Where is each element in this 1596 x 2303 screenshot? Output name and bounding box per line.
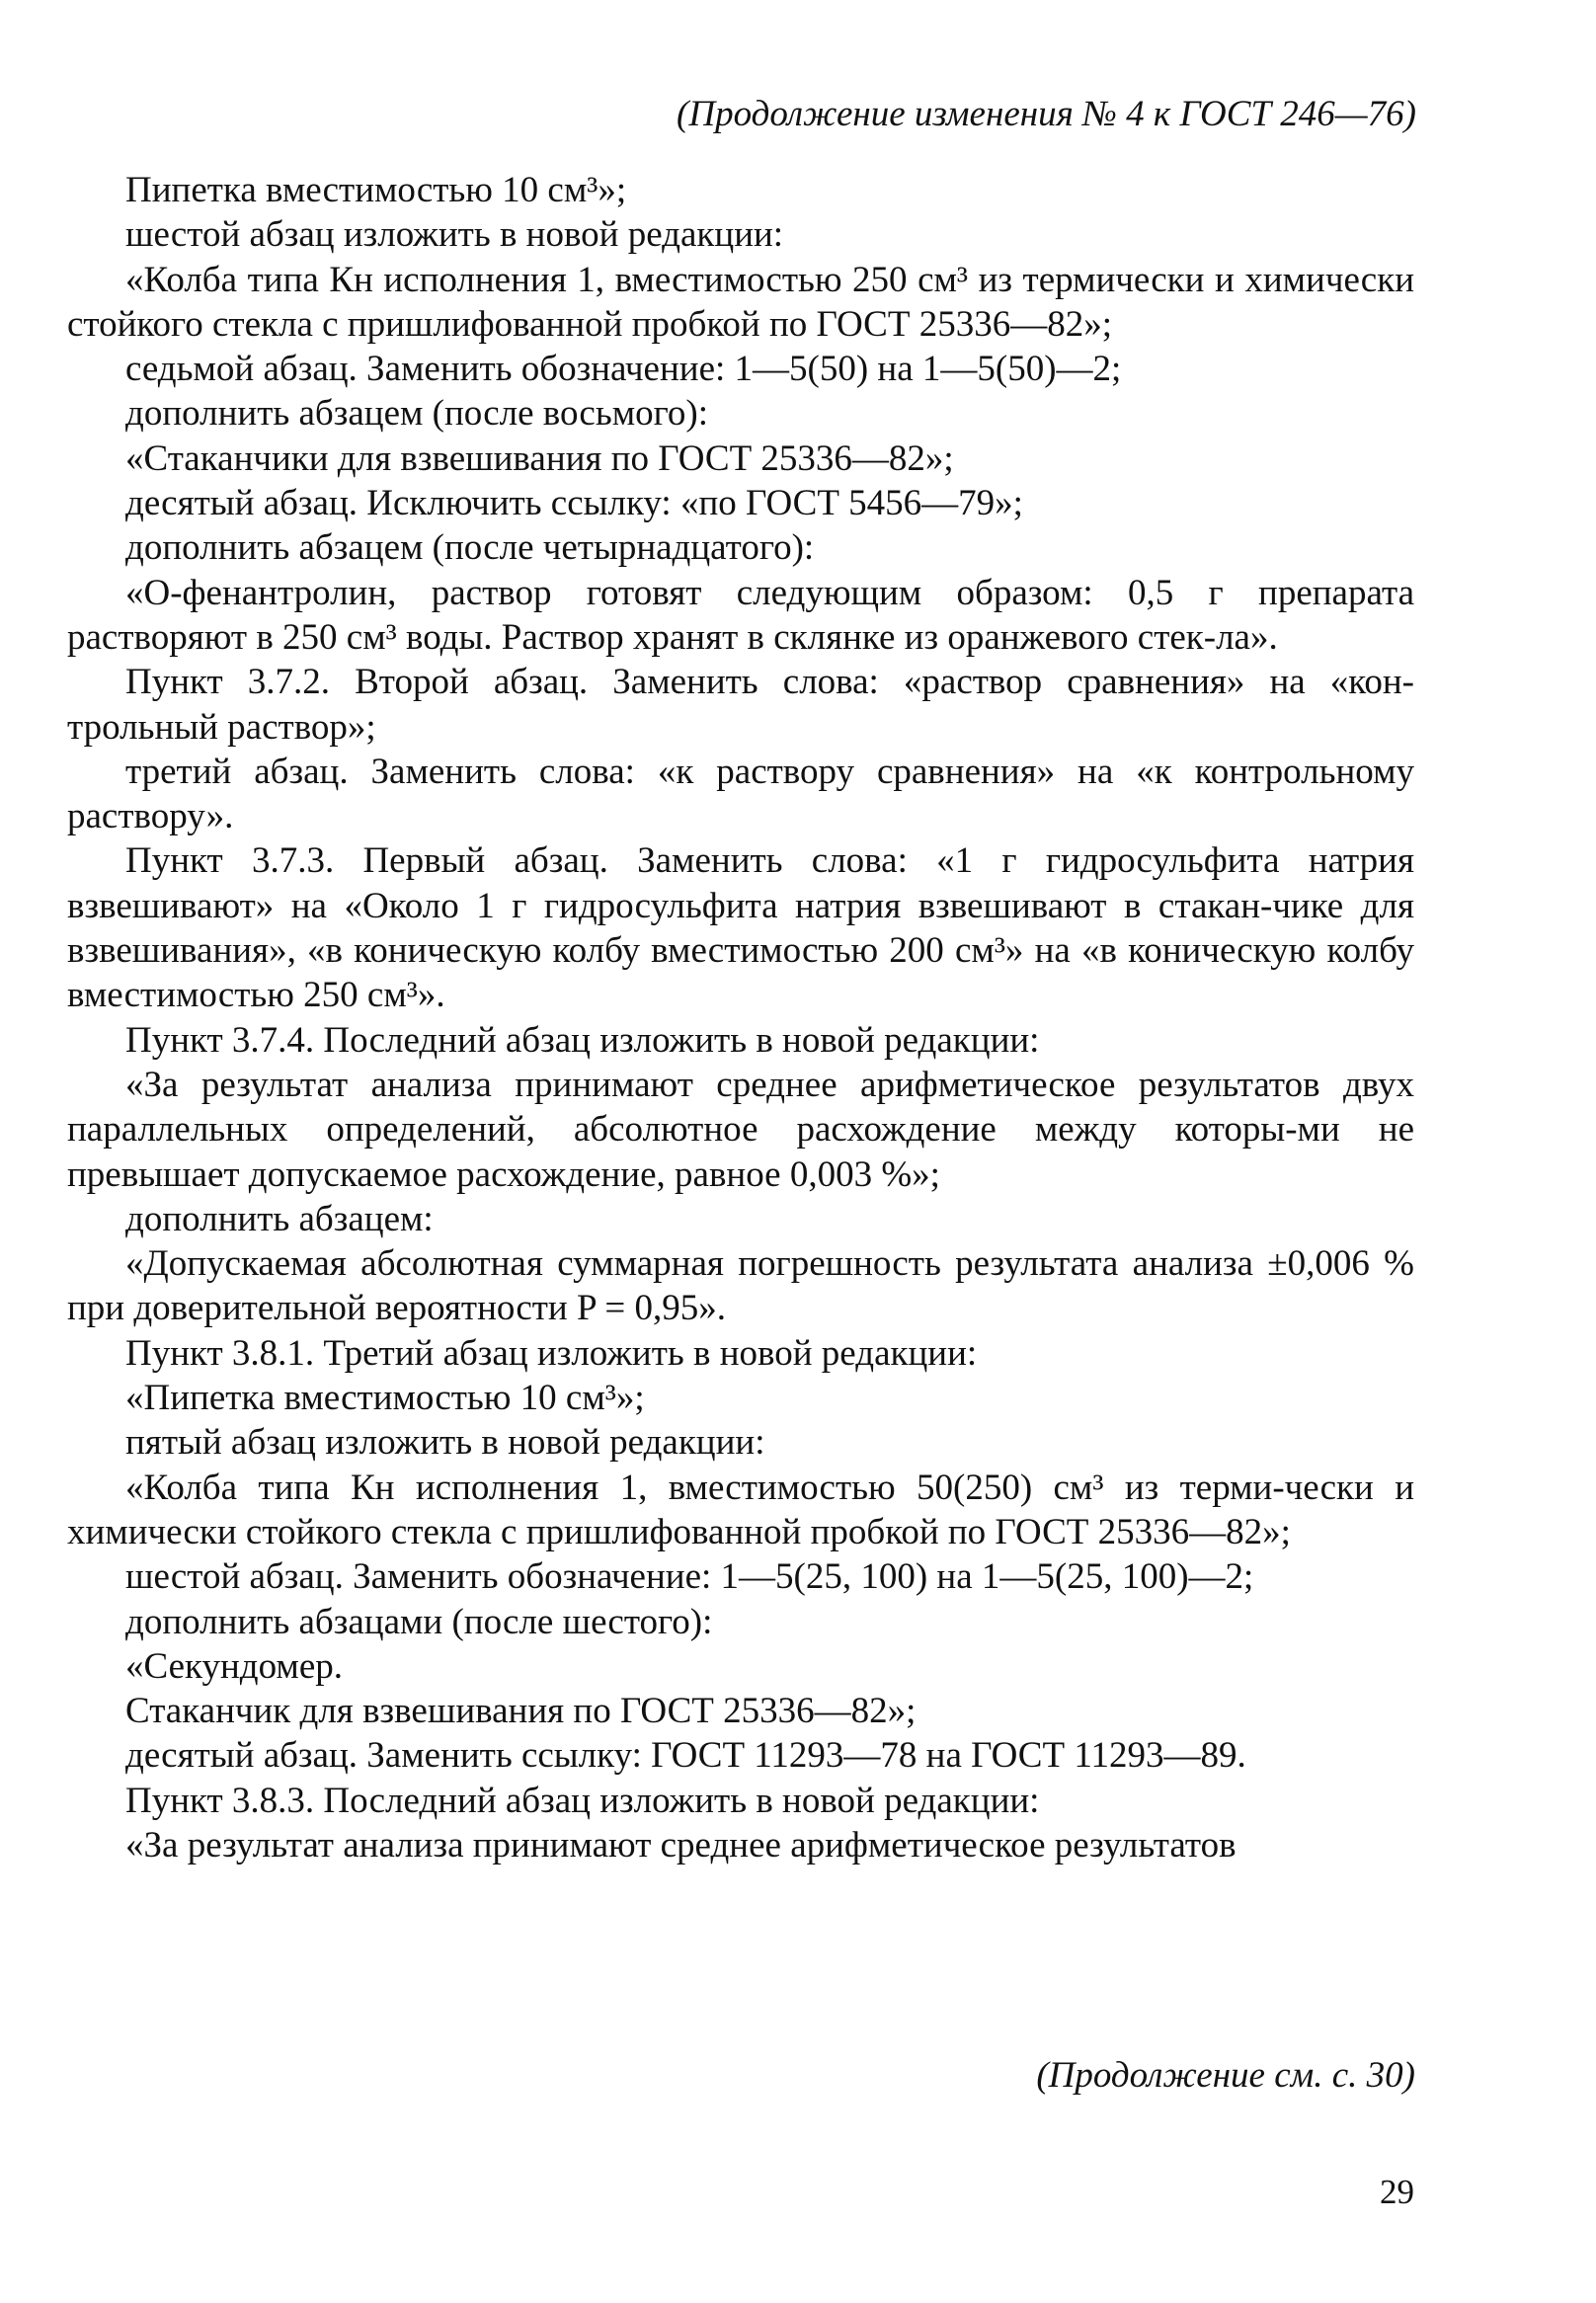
body-text [67, 168, 1414, 1867]
paragraph: «За результат анализа принимают среднее арифметическое результатов [125, 1824, 1237, 1866]
paragraph: дополнить абзацем: [125, 1198, 434, 1239]
paragraph: «О-фенантролин, раствор готовят следующим образом: 0,5 г препарата растворяют в 250 см³ воды. Раствор хранят в склянке из оранжевого стек-ла». [67, 572, 1414, 658]
paragraph: десятый абзац. Заменить ссылку: ГОСТ 11293—78 на ГОСТ 11293—89. [125, 1735, 1246, 1777]
paragraph: Пункт 3.7.4. Последний абзац изложить в новой редакции: [125, 1019, 1040, 1061]
paragraph: Стаканчик для взвешивания по ГОСТ 25336—82»; [125, 1691, 917, 1732]
paragraph: дополнить абзацами (после шестого): [125, 1601, 713, 1642]
page-header: (Продолжение изменения № 4 к ГОСТ 246—76) [677, 94, 1416, 134]
paragraph: пятый абзац изложить в новой редакции: [125, 1422, 765, 1464]
paragraph: «За результат анализа принимают среднее арифметическое результатов двух параллельных определений, абсолютное расхождение между которы-ми не превышает допускаемое расхождение, равное 0,003 %»; [67, 1064, 1414, 1195]
paragraph: Пункт 3.8.1. Третий абзац изложить в новой редакции: [125, 1332, 978, 1374]
paragraph: «Стаканчики для взвешивания по ГОСТ 25336—82»; [125, 437, 954, 479]
paragraph: дополнить абзацем (после восьмого): [125, 393, 708, 435]
paragraph: Пункт 3.7.2. Второй абзац. Заменить слова: «раствор сравнения» на «кон-трольный раствор»; [67, 662, 1414, 748]
page-number: 29 [1380, 2173, 1414, 2211]
paragraph: «Допускаемая абсолютная суммарная погрешность результата анализа ±0,006 % при доверительной вероятности P = 0,95». [67, 1243, 1414, 1329]
paragraph: «Колба типа Кн исполнения 1, вместимостью 50(250) см³ из терми-чески и химически стойкого стекла с пришлифованной пробкой по ГОСТ 25336—82»; [67, 1467, 1414, 1552]
paragraph: дополнить абзацем (после четырнадцатого): [125, 527, 815, 569]
paragraph: седьмой абзац. Заменить обозначение: 1—5(50) на 1—5(50)—2; [125, 349, 1122, 390]
paragraph: десятый абзац. Исключить ссылку: «по ГОСТ 5456—79»; [125, 483, 1023, 524]
continuation-note: (Продолжение см. с. 30) [1036, 2055, 1415, 2096]
paragraph: Пункт 3.8.3. Последний абзац изложить в новой редакции: [125, 1780, 1040, 1821]
paragraph: «Пипетка вместимостью 10 см³»; [125, 1378, 645, 1419]
paragraph: «Колба типа Кн исполнения 1, вместимостью 250 см³ из термически и химически стойкого стекла с пришлифованной пробкой по ГОСТ 25336—82»; [67, 259, 1414, 345]
paragraph: Пункт 3.7.3. Первый абзац. Заменить слова: «1 г гидросульфита натрия взвешивают» на «Около 1 г гидросульфита натрия взвешивают в стакан-чике для взвешивания», «в коническую колбу вместимостью 200 см³» на «в коническую колбу вместимостью 250 см³». [67, 840, 1414, 1016]
paragraph: «Секундомер. [125, 1645, 344, 1687]
paragraph: шестой абзац. Заменить обозначение: 1—5(25, 100) на 1—5(25, 100)—2; [125, 1556, 1254, 1598]
paragraph: Пипетка вместимостью 10 см³»; [125, 170, 627, 210]
paragraph: шестой абзац изложить в новой редакции: [125, 214, 784, 256]
paragraph: третий абзац. Заменить слова: «к раствору сравнения» на «к контрольному раствору». [67, 751, 1414, 837]
